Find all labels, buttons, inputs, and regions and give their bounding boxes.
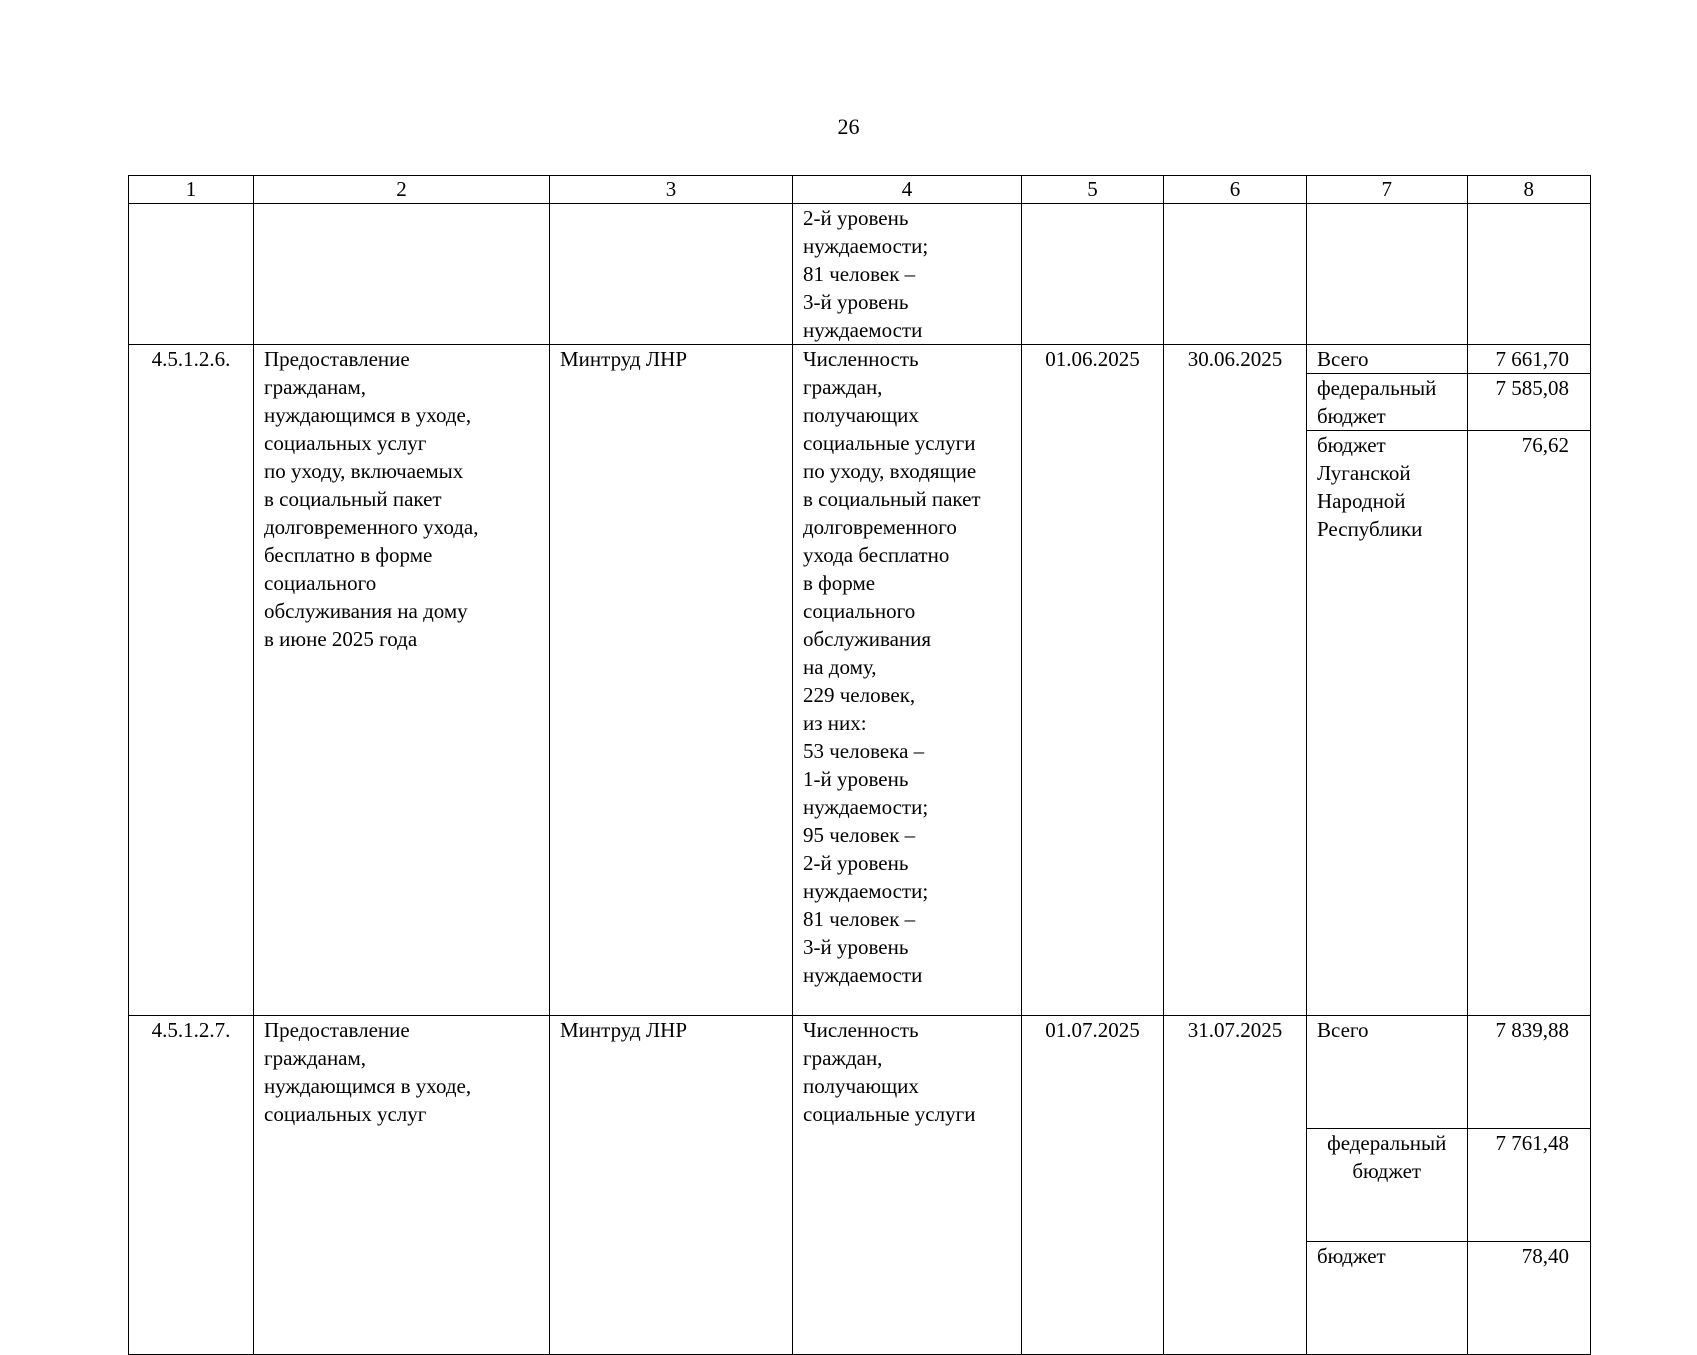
row-description: Предоставление гражданам, нуждающимся в уходе, социальных услуг [254, 1016, 550, 1355]
table-row [129, 345, 1591, 1016]
row-start-date: 01.06.2025 [1022, 345, 1164, 1016]
row-end-date: 31.07.2025 [1164, 1016, 1307, 1355]
header-col-3: 3 [550, 176, 793, 204]
program-table [128, 175, 1591, 1355]
financing-federal: федеральный бюджет 7 761,48 [1307, 1129, 1590, 1242]
row-financing [1307, 1016, 1591, 1355]
financing-regional: бюджет Луганской Народной Республики 76,62 [1307, 431, 1590, 1016]
row-financing [1307, 345, 1591, 1016]
row-number: 4.5.1.2.6. [129, 345, 254, 1016]
page-number: 26 [837, 114, 860, 139]
header-col-5: 5 [1022, 176, 1164, 204]
row-indicator: Численность граждан, получающих социальные услуги [793, 1016, 1022, 1355]
table-row [129, 1016, 1591, 1355]
row-description: Предоставление гражданам, нуждающимся в уходе, социальных услуг по уходу, включаемых в социальный пакет долговременного ухода, бесплатно в форме социального обслуживания на дому в июне 2025 года [254, 345, 550, 1016]
row-end-date: 30.06.2025 [1164, 345, 1307, 1016]
financing-total: Всего 7 661,70 [1307, 345, 1590, 374]
financing-regional: бюджет 78,40 [1307, 1242, 1590, 1355]
row-executor: Минтруд ЛНР [550, 345, 793, 1016]
header-col-1: 1 [129, 176, 254, 204]
financing-federal: федеральный бюджет 7 585,08 [1307, 374, 1590, 431]
header-row [129, 176, 1591, 204]
header-col-4: 4 [793, 176, 1022, 204]
header-col-8: 8 [1523, 177, 1534, 201]
financing-total: Всего 7 839,88 [1307, 1016, 1590, 1129]
continued-indicator: 2-й уровень нуждаемости; 81 человек – 3-й уровень нуждаемости [793, 204, 1022, 345]
header-col-7: 7 [1307, 176, 1467, 203]
row-indicator: Численность граждан, получающих социальные услуги по уходу, входящие в социальный пакет долговременного ухода бесплатно в форме социального обслуживания на дому, 229 человек, из них: 53 человека – 1-й уровень нуждаемости; 95 человек – 2-й уровень нуждаемости; 81 человек – 3-й уровень нуждаемости [793, 345, 1022, 1016]
header-col-7-8 [1307, 176, 1591, 204]
table-row-continued [129, 204, 1591, 345]
row-executor: Минтруд ЛНР [550, 1016, 793, 1355]
row-number: 4.5.1.2.7. [129, 1016, 254, 1355]
header-col-6: 6 [1164, 176, 1307, 204]
row-start-date: 01.07.2025 [1022, 1016, 1164, 1355]
header-col-2: 2 [254, 176, 550, 204]
